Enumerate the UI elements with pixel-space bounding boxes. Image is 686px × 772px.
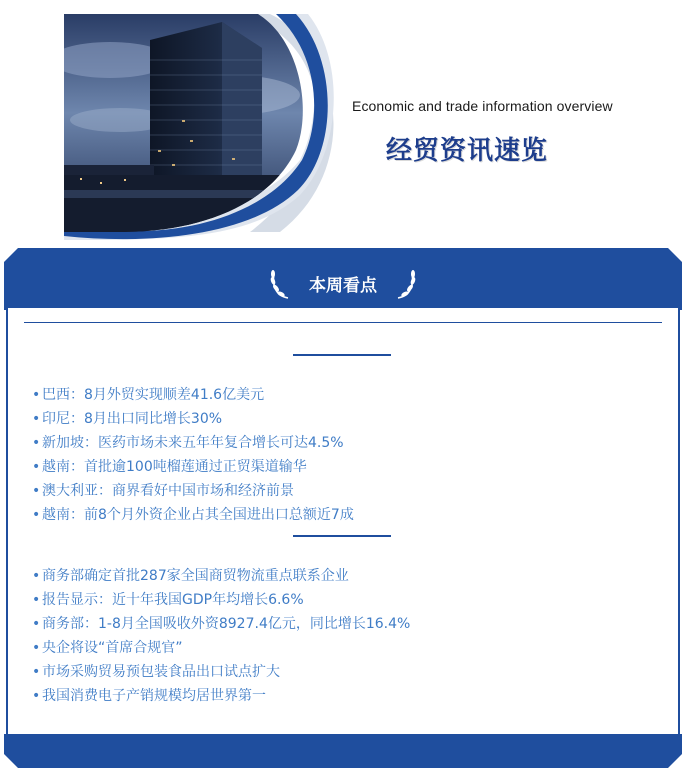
news-list-secondary <box>34 564 410 708</box>
news-item[interactable]: • 商务部：1-8月全国吸收外资8927.4亿元，同比增长16.4% <box>34 612 410 636</box>
section-title: 本周看点 <box>309 276 377 296</box>
divider-middle <box>293 535 391 537</box>
news-item[interactable]: • 新加坡：医药市场未来五年年复合增长可达4.5% <box>34 431 354 455</box>
news-item[interactable]: • 市场采购贸易预包装食品出口试点扩大 <box>34 660 410 684</box>
section-footer-bar <box>4 734 682 768</box>
news-item[interactable]: • 澳大利亚：商界看好中国市场和经济前景 <box>34 479 354 503</box>
news-item[interactable]: • 报告显示：近十年我国GDP年均增长6.6% <box>34 588 410 612</box>
skyscraper-photo <box>0 0 686 240</box>
news-item[interactable]: • 商务部确定首批287家全国商贸物流重点联系企业 <box>34 564 410 588</box>
news-item[interactable]: • 巴西：8月外贸实现顺差41.6亿美元 <box>34 383 354 407</box>
divider-top <box>293 354 391 356</box>
english-subtitle: Economic and trade information overview <box>352 98 613 114</box>
header-banner <box>0 0 686 240</box>
page-title: 经贸资讯速览 <box>386 136 549 166</box>
news-item[interactable]: • 央企将设“首席合规官” <box>34 636 410 660</box>
card-top-rule <box>24 322 662 323</box>
news-item[interactable]: • 印尼：8月出口同比增长30% <box>34 407 354 431</box>
news-item[interactable]: • 越南：首批逾100吨榴莲通过正贸渠道输华 <box>34 455 354 479</box>
news-item[interactable]: • 越南：前8个月外资企业占其全国进出口总额近7成 <box>34 503 354 527</box>
news-list-primary <box>34 383 354 527</box>
news-item[interactable]: • 我国消费电子产销规模均居世界第一 <box>34 684 410 708</box>
